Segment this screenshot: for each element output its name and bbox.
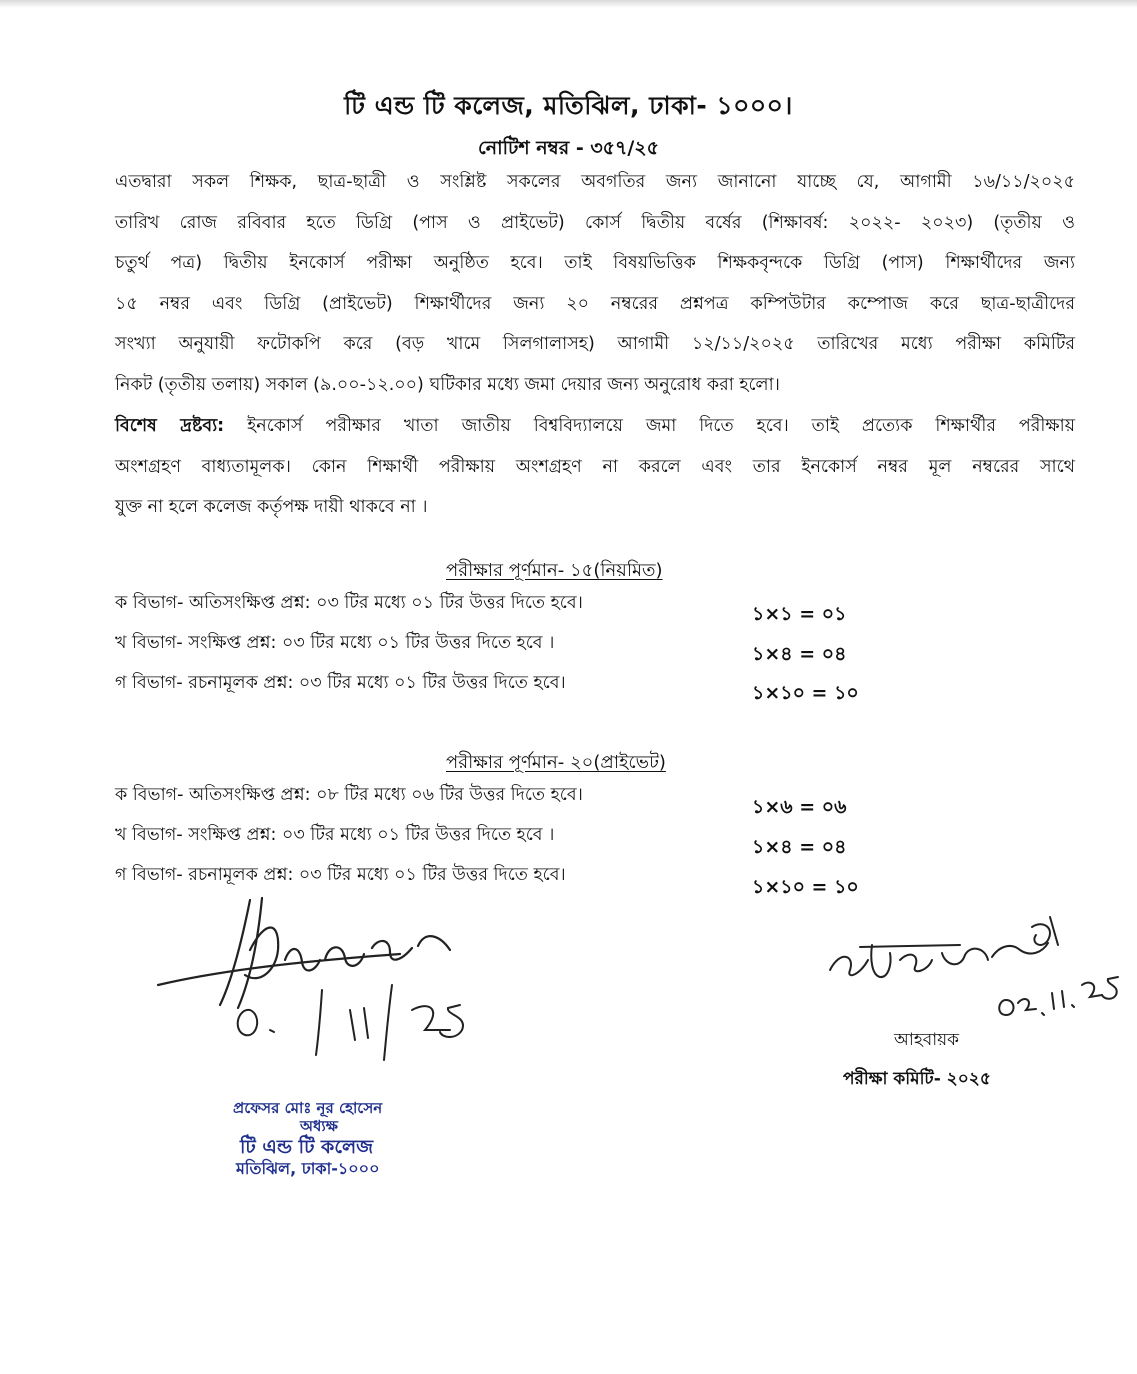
regular-row-ga: গ বিভাগ- রচনামূলক প্রশ্ন: ০৩ টির মধ্যে ০১ টির উত্তর দিতে হবে। [115,673,566,693]
notice-line: ১৫ নম্বর এবং ডিগ্রি (প্রাইভেট) শিক্ষার্থীদের জন্য ২০ নম্বরের প্রশ্নপত্র কম্পিউটার কম্পোজ করে ছাত্র-ছাত্রীদের [115,293,1075,314]
notice-number: নোটিশ নম্বর - ৩৫৭/২৫ [478,137,659,159]
special-note-line-3: যুক্ত না হলে কলেজ কর্তৃপক্ষ দায়ী থাকবে না । [115,497,428,517]
private-row-ka: ক বিভাগ- অতিসংক্ষিপ্ত প্রশ্ন: ০৮ টির মধ্যে ০৬ টির উত্তর দিতে হবে। [115,785,583,805]
college-title: টি এন্ড টি কলেজ, মতিঝিল, ঢাকা- ১০০০। [344,91,793,120]
private-row-kha: খ বিভাগ- সংক্ষিপ্ত প্রশ্ন: ০৩ টির মধ্যে ০১ টির উত্তর দিতে হবে । [115,825,555,845]
notice-line: তারিখ রোজ রবিবার হতে ডিগ্রি (পাস ও প্রাইভেট) কোর্স দ্বিতীয় বর্ষের (শিক্ষাবর্ষ: ২০২২- ২০২৩) (তৃতীয় ও [115,212,1075,233]
convener-title: আহবায়ক [894,1030,960,1050]
private-marks-kha: ১×৪ = ০৪ [752,836,847,858]
convener-signature [820,905,1120,1025]
principal-designation: অধ্যক্ষ [300,1117,338,1135]
private-exam-heading: পরীক্ষার পূর্ণমান- ২০(প্রাইভেট) [446,752,666,773]
special-note-line-1: বিশেষ দ্রষ্টব্য: ইনকোর্স পরীক্ষার খাতা জাতীয় বিশ্ববিদ্যালয়ে জমা দিতে হবে। তাই প্রত্যেক শিক্ষার্থীর পরীক্ষায় [115,416,1075,436]
notice-line: সংখ্যা অনুযায়ী ফটোকপি করে (বড় খামে সিলগালাসহ) আগামী ১২/১১/২০২৫ তারিখের মধ্যে পরীক্ষা কমিটির [115,334,1075,354]
regular-row-kha: খ বিভাগ- সংক্ষিপ্ত প্রশ্ন: ০৩ টির মধ্যে ০১ টির উত্তর দিতে হবে । [115,633,555,653]
regular-marks-ga: ১×১০ = ১০ [752,682,859,704]
regular-exam-heading: পরীক্ষার পূর্ণমান- ১৫(নিয়মিত) [446,560,663,581]
principal-address: মতিঝিল, ঢাকা-১০০০ [236,1159,380,1178]
notice-paragraph [115,162,1075,405]
principal-name: প্রফেসর মোঃ নূর হোসেন [233,1099,383,1117]
convener-committee: পরীক্ষা কমিটি- ২০২৫ [843,1069,991,1089]
notice-line: চতুর্থ পত্র) দ্বিতীয় ইনকোর্স পরীক্ষা অনুষ্ঠিত হবে। তাই বিষয়ভিত্তিক শিক্ষকবৃন্দকে ডিগ্রি (পাস) শিক্ষার্থীদের জন্য [115,253,1075,273]
principal-signature [150,890,490,1080]
special-note [115,406,1075,528]
regular-marks-ka: ১×১ = ০১ [752,603,847,625]
regular-row-ka: ক বিভাগ- অতিসংক্ষিপ্ত প্রশ্ন: ০৩ টির মধ্যে ০১ টির উত্তর দিতে হবে। [115,593,583,613]
private-marks-ga: ১×১০ = ১০ [752,876,859,898]
notice-line: নিকট (তৃতীয় তলায়) সকাল (৯.০০-১২.০০) ঘটিকার মধ্যে জমা দেয়ার জন্য অনুরোধ করা হলো। [115,374,780,395]
private-marks-ka: ১×৬ = ০৬ [752,796,847,818]
special-note-label: বিশেষ দ্রষ্টব্য: [115,416,225,436]
special-note-line-2: অংশগ্রহণ বাধ্যতামূলক। কোন শিক্ষার্থী পরীক্ষায় অংশগ্রহণ না করলে এবং তার ইনকোর্স নম্বর মূল নম্বরের সাথে [115,456,1075,477]
private-row-ga: গ বিভাগ- রচনামূলক প্রশ্ন: ০৩ টির মধ্যে ০১ টির উত্তর দিতে হবে। [115,865,566,885]
regular-marks-kha: ১×৪ = ০৪ [752,643,847,665]
notice-line: এতদ্বারা সকল শিক্ষক, ছাত্র-ছাত্রী ও সংশ্লিষ্ট সকলের অবগতির জন্য জানানো যাচ্ছে যে, আগামী ১৬/১১/২০২৫ [115,172,1075,192]
scan-edge [0,0,1137,8]
principal-college: টি এন্ড টি কলেজ [240,1136,374,1158]
